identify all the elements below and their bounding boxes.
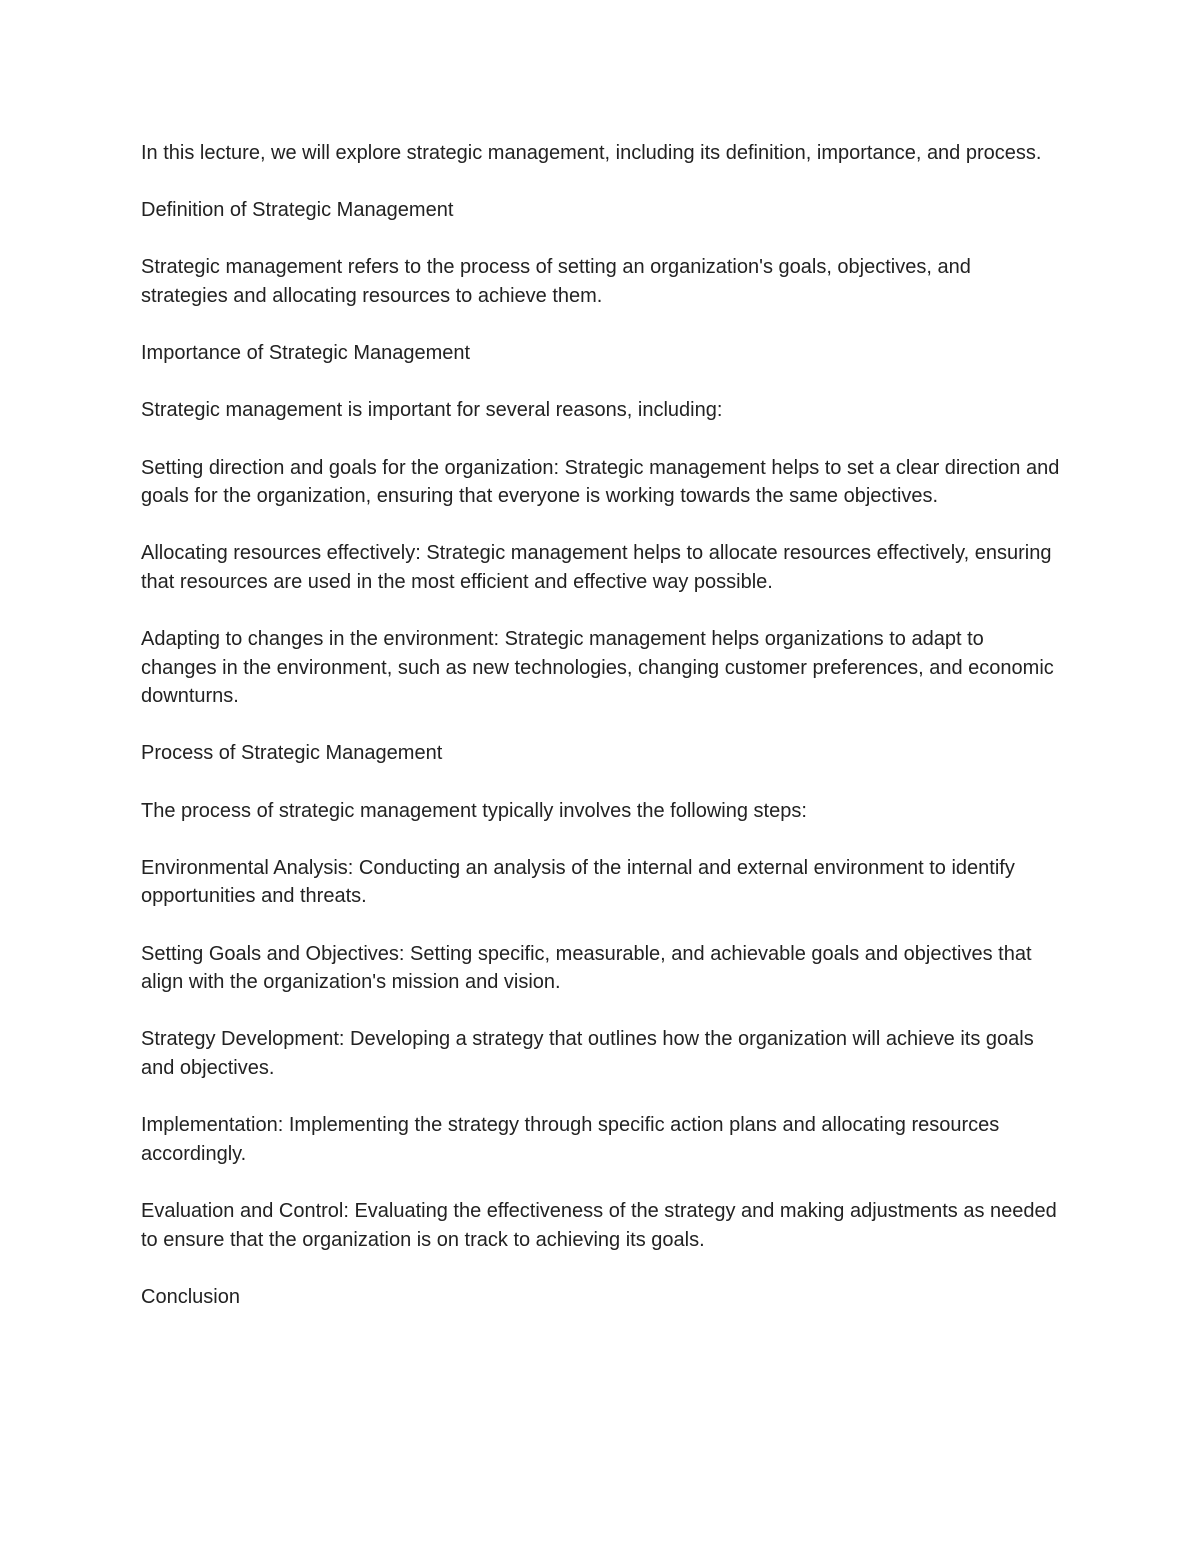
definition-paragraph: Strategic management refers to the process of setting an organization's goals, objectives, and strategies and allocating resources to achieve them. [141,256,971,307]
process-step-environmental-analysis: Environmental Analysis: Conducting an analysis of the internal and external environment to identify opportunities and threats. [141,856,1015,908]
section-heading-definition: Definition of Strategic Management [141,199,454,222]
document-body [141,139,1061,1340]
importance-intro-paragraph: Strategic management is important for several reasons, including: [141,399,723,422]
importance-item-resources: Allocating resources effectively: Strategic management helps to allocate resources effectively, ensuring that resources are used in the most efficient and effective way possible. [141,542,1052,593]
section-heading-importance: Importance of Strategic Management [141,342,471,365]
section-heading-conclusion: Conclusion [141,1285,240,1308]
section-heading-process: Process of Strategic Management [141,742,443,765]
intro-paragraph: In this lecture, we will explore strategic management, including its definition, importance, and process. [141,142,1042,164]
process-step-implementation: Implementation: Implementing the strategy through specific action plans and allocating resources accordingly. [141,1114,1000,1165]
process-step-goals-objectives: Setting Goals and Objectives: Setting specific, measurable, and achievable goals and objectives that align with the organization's mission and vision. [141,942,1032,994]
process-step-evaluation-control: Evaluation and Control: Evaluating the effectiveness of the strategy and making adjustments as needed to ensure that the organization is on track to achieving its goals. [141,1199,1057,1251]
process-step-strategy-development: Strategy Development: Developing a strategy that outlines how the organization will achieve its goals and objectives. [141,1028,1034,1079]
importance-item-direction: Setting direction and goals for the organization: Strategic management helps to set a clear direction and goals for the organization, ensuring that everyone is working towards the same objectives. [141,456,1060,508]
process-intro-paragraph: The process of strategic management typically involves the following steps: [141,799,807,822]
importance-item-adapting: Adapting to changes in the environment: Strategic management helps organizations to adapt to changes in the environment, such as new technologies, changing customer preferences, and economic downturns. [141,628,1054,708]
